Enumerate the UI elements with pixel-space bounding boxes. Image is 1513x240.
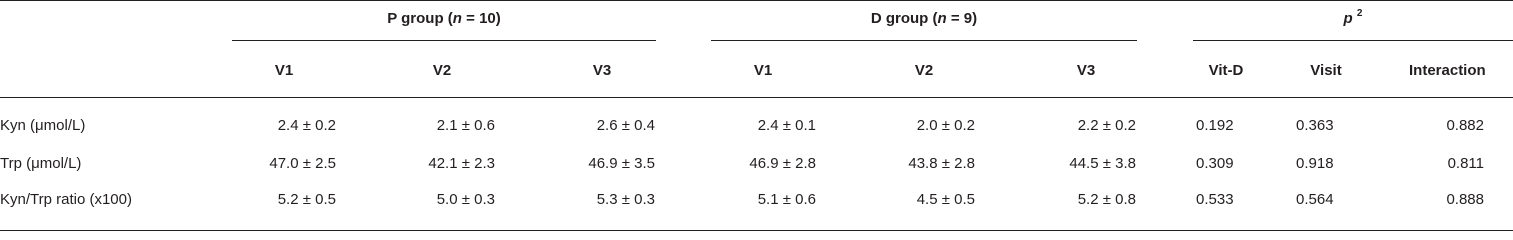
column-header-d-v2: V2 [914, 62, 934, 79]
column-header-d-v1: V1 [753, 62, 773, 79]
table-cell: 46.9 ± 2.8 [749, 155, 816, 172]
column-header-vitd: Vit-D [1208, 62, 1244, 79]
table-cell: 47.0 ± 2.5 [269, 155, 336, 172]
p-value-underline [1193, 40, 1513, 41]
table-cell: 2.1 ± 0.6 [436, 117, 495, 134]
row-label: Kyn (μmol/L) [0, 117, 86, 134]
table-cell: 0.533 [1196, 191, 1234, 208]
column-header-p-v2: V2 [432, 62, 452, 79]
d-group-underline [711, 40, 1137, 41]
table-cell: 2.2 ± 0.2 [1077, 117, 1136, 134]
table-cell: 2.0 ± 0.2 [916, 117, 975, 134]
p-group-underline [232, 40, 656, 41]
column-header-p-v1: V1 [274, 62, 294, 79]
table-cell: 2.4 ± 0.2 [277, 117, 336, 134]
table-cell: 0.192 [1196, 117, 1234, 134]
table-cell: 5.3 ± 0.3 [596, 191, 655, 208]
p-group-header: P group (n = 10) [387, 10, 501, 27]
table-cell: 0.309 [1196, 155, 1234, 172]
header-bottom-rule [0, 97, 1513, 98]
table-cell: 42.1 ± 2.3 [428, 155, 495, 172]
table-cell: 43.8 ± 2.8 [908, 155, 975, 172]
table-cell: 44.5 ± 3.8 [1069, 155, 1136, 172]
table-cell: 0.888 [1446, 191, 1484, 208]
table-cell: 5.2 ± 0.8 [1077, 191, 1136, 208]
d-group-header: D group (n = 9) [870, 10, 978, 27]
table-cell: 5.0 ± 0.3 [436, 191, 495, 208]
table-cell: 0.811 [1447, 155, 1484, 172]
table-cell: 5.1 ± 0.6 [757, 191, 816, 208]
table-cell: 5.2 ± 0.5 [277, 191, 336, 208]
table-cell: 4.5 ± 0.5 [916, 191, 975, 208]
table-cell: 2.4 ± 0.1 [757, 117, 816, 134]
column-header-interaction: Interaction [1409, 62, 1486, 79]
row-label: Trp (μmol/L) [0, 155, 82, 172]
table-cell: 0.564 [1296, 191, 1334, 208]
table-cell: 2.6 ± 0.4 [596, 117, 655, 134]
table-cell: 0.882 [1446, 117, 1484, 134]
table-cell: 46.9 ± 3.5 [588, 155, 655, 172]
column-header-p-v3: V3 [592, 62, 612, 79]
table-top-rule [0, 0, 1513, 1]
p-value-header: p $^2$ [1343, 8, 1363, 27]
table-bottom-rule [0, 230, 1513, 231]
column-header-visit: Visit [1310, 62, 1342, 79]
column-header-d-v3: V3 [1076, 62, 1096, 79]
row-label: Kyn/Trp ratio (x100) [0, 191, 132, 208]
table-cell: 0.363 [1296, 117, 1334, 134]
table-cell: 0.918 [1296, 155, 1334, 172]
